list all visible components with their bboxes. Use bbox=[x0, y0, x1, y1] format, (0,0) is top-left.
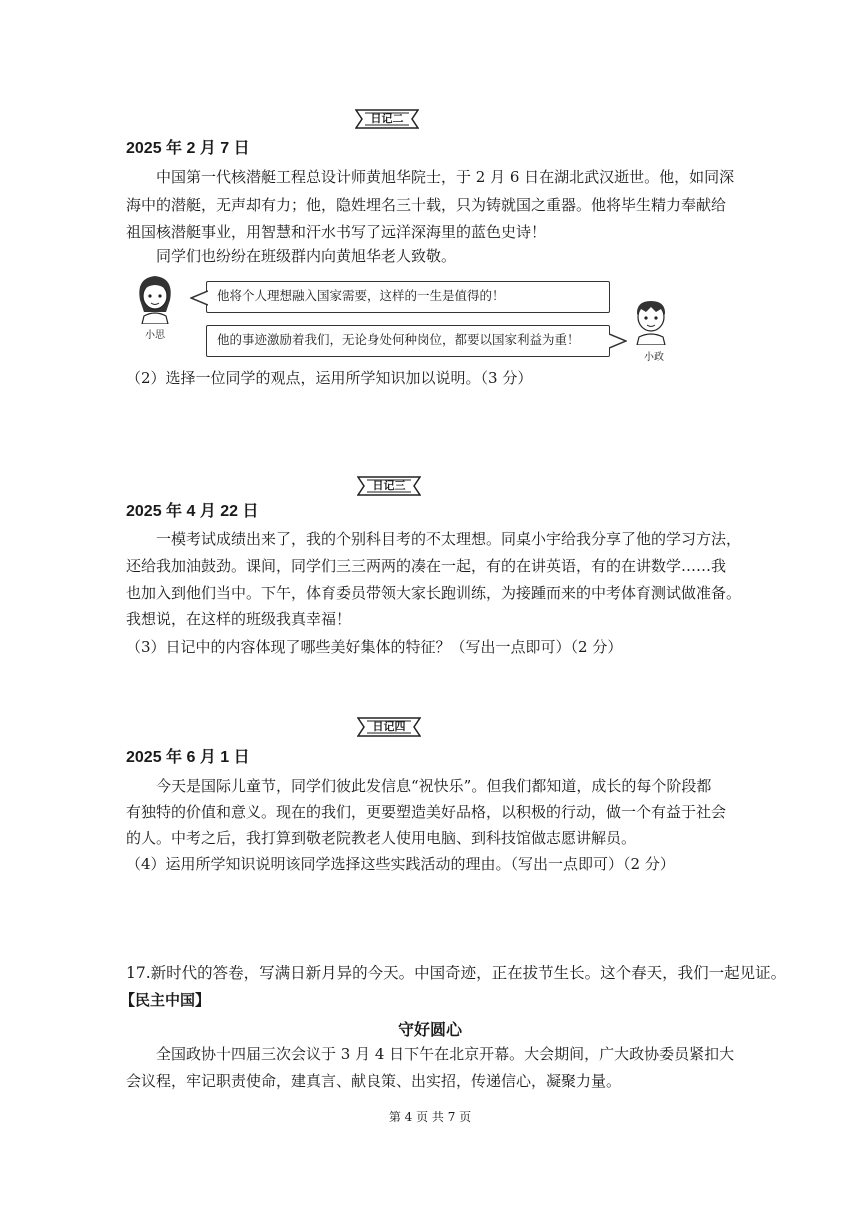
q17-line-2: 会议程，牢记职责使命，建真言、献良策、出实招，传递信心，凝聚力量。 bbox=[126, 1072, 622, 1090]
page-footer: 第 4 页 共 7 页 bbox=[388, 1110, 472, 1124]
speech-bubble-1-text: 他将个人理想融入国家需要，这样的一生是值得的！ bbox=[217, 288, 505, 303]
diary4-banner-label: 日记四 bbox=[372, 720, 406, 733]
diary2-banner bbox=[355, 108, 419, 130]
diary4-banner bbox=[357, 716, 421, 738]
speech-bubble-2 bbox=[206, 325, 610, 357]
girl-avatar bbox=[130, 272, 180, 324]
bubble-1-tail-icon bbox=[190, 290, 208, 306]
diary2-banner-label: 日记二 bbox=[370, 112, 404, 125]
girl-student-icon bbox=[130, 272, 180, 324]
boy-avatar bbox=[626, 295, 676, 345]
diary3-line-2: 还给我加油鼓劲。课间，同学们三三两两的凑在一起，有的在讲英语，有的在讲数学……我 bbox=[126, 557, 727, 575]
diary3-line-1: 一模考试成绩出来了，我的个别科目考的不太理想。同桌小宇给我分享了他的学习方法， bbox=[156, 530, 742, 548]
diary4-line-3: 的人。中考之后，我打算到敬老院教老人使用电脑、到科技馆做志愿讲解员。 bbox=[126, 829, 637, 847]
boy-name-label: 小政 bbox=[644, 352, 664, 363]
diary3-banner-label: 日记三 bbox=[372, 479, 406, 492]
diary2-line-3: 祖国核潜艇事业，用智慧和汗水书写了远洋深海里的蓝色史诗！ bbox=[126, 223, 547, 241]
diary4-line-2: 有独特的价值和意义。现在的我们，更要塑造美好品格，以积极的行动，做一个有益于社会 bbox=[126, 803, 727, 821]
bubble-2-tail-icon bbox=[609, 333, 627, 349]
diary3-line-3: 也加入到他们当中。下午，体育委员带领大家长跑训练，为接踵而来的中考体育测试做准备。 bbox=[126, 584, 742, 602]
diary3-banner bbox=[357, 475, 421, 497]
question-2: （2）选择一位同学的观点，运用所学知识加以说明。（3 分） bbox=[126, 369, 533, 387]
speech-bubble-1 bbox=[206, 281, 610, 313]
diary2-line-2: 海中的潜艇，无声却有力；他，隐姓埋名三十载，只为铸就国之重器。他将毕生精力奉献给 bbox=[126, 196, 727, 214]
boy-student-icon bbox=[626, 295, 676, 345]
q17-intro: 17.新时代的答卷，写满日新月异的今天。中国奇迹，正在拔节生长。这个春天，我们一起见证。 bbox=[126, 964, 787, 982]
diary3-date: 2025 年 4 月 22 日 bbox=[126, 503, 259, 520]
diary2-date: 2025 年 2 月 7 日 bbox=[126, 140, 250, 157]
question-3: （3）日记中的内容体现了哪些美好集体的特征？（写出一点即可）（2 分） bbox=[126, 638, 623, 656]
diary4-line-1: 今天是国际儿童节，同学们彼此发信息“祝快乐”。但我们都知道，成长的每个阶段都 bbox=[156, 777, 712, 795]
diary4-date: 2025 年 6 月 1 日 bbox=[126, 749, 250, 766]
diary2-line-4: 同学们也纷纷在班级群内向黄旭华老人致敬。 bbox=[156, 247, 457, 265]
q17-title: 守好圆心 bbox=[397, 1020, 462, 1039]
girl-name-label: 小思 bbox=[145, 330, 165, 341]
q17-section-label: 【民主中国】 bbox=[120, 991, 211, 1009]
diary3-line-4: 我想说，在这样的班级我真幸福！ bbox=[126, 610, 352, 628]
speech-bubble-2-text: 他的事迹激励着我们，无论身处何种岗位，都要以国家利益为重！ bbox=[217, 332, 580, 347]
q17-line-1: 全国政协十四届三次会议于 3 月 4 日下午在北京开幕。大会期间，广大政协委员紧扣大 bbox=[156, 1045, 735, 1063]
question-4: （4）运用所学知识说明该同学选择这些实践活动的理由。（写出一点即可）（2 分） bbox=[126, 855, 675, 873]
diary2-line-1: 中国第一代核潜艇工程总设计师黄旭华院士，于 2 月 6 日在湖北武汉逝世。他，如同深 bbox=[156, 168, 735, 186]
